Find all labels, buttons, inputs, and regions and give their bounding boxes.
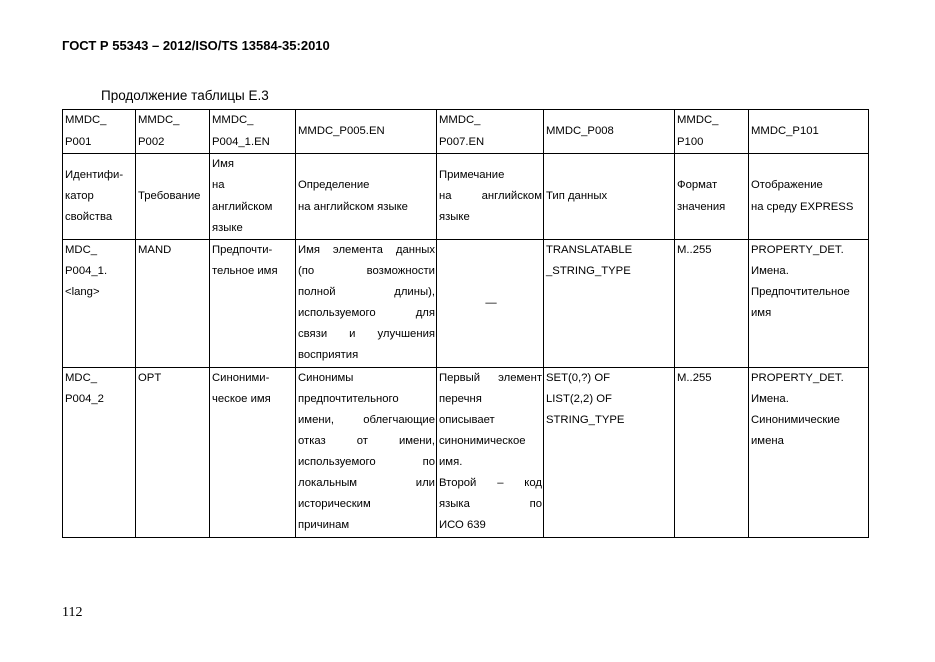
table-row — [63, 367, 869, 537]
subheader-definition: Определение на английском языке — [296, 154, 437, 240]
cell-requirement: MAND — [136, 240, 210, 368]
cell-data-type: TRANSLATABLE _STRING_TYPE — [544, 240, 675, 368]
cell-format: M..255 — [675, 367, 749, 537]
document-header: ГОСТ Р 55343 – 2012/ISO/TS 13584-35:2010 — [62, 38, 330, 53]
subheader-identifier: Идентифи- катор свойства — [63, 154, 136, 240]
table-row — [63, 240, 869, 368]
cell-name: Предпочти- тельное имя — [210, 240, 296, 368]
cell-note: Первый элемент перечня описывает синонимическое имя. Второй – код языка по ИСО 639 — [437, 367, 544, 537]
col-header-p101: MMDC_P101 — [749, 110, 869, 154]
subheader-requirement: Требование — [136, 154, 210, 240]
cell-express: PROPERTY_DET. Имена. Предпочтительное имя — [749, 240, 869, 368]
cell-requirement: OPT — [136, 367, 210, 537]
cell-name: Синоними- ческое имя — [210, 367, 296, 537]
col-header-p007: MMDC_ P007.EN — [437, 110, 544, 154]
page-number: 112 — [62, 605, 83, 620]
column-header-row — [63, 110, 869, 154]
cell-id: MDC_ P004_2 — [63, 367, 136, 537]
subheader-data-type: Тип данных — [544, 154, 675, 240]
subheader-format: Формат значения — [675, 154, 749, 240]
col-header-p004-1: MMDC_ P004_1.EN — [210, 110, 296, 154]
cell-express: PROPERTY_DET. Имена. Синонимические имена — [749, 367, 869, 537]
cell-format: M..255 — [675, 240, 749, 368]
subheader-note: Примечание на английском языке — [437, 154, 544, 240]
cell-data-type: SET(0,?) OF LIST(2,2) OF STRING_TYPE — [544, 367, 675, 537]
subheader-row — [63, 154, 869, 240]
cell-definition: Имя элемента данных (по возможности полной длины), используемого для связи и улучшения восприятия — [296, 240, 437, 368]
cell-note: — — [437, 240, 544, 368]
cell-definition: Синонимы предпочтительного имени, облегчающие отказ от имени, используемого по локальным или историческим причинам — [296, 367, 437, 537]
table-caption: Продолжение таблицы E.3 — [101, 88, 269, 103]
col-header-p005: MMDC_P005.EN — [296, 110, 437, 154]
cell-id: MDC_ P004_1. <lang> — [63, 240, 136, 368]
subheader-express: Отображение на среду EXPRESS — [749, 154, 869, 240]
col-header-p008: MMDC_P008 — [544, 110, 675, 154]
data-table — [62, 109, 869, 538]
subheader-name: Имя на английском языке — [210, 154, 296, 240]
col-header-p100: MMDC_ P100 — [675, 110, 749, 154]
col-header-p001: MMDC_ P001 — [63, 110, 136, 154]
col-header-p002: MMDC_ P002 — [136, 110, 210, 154]
